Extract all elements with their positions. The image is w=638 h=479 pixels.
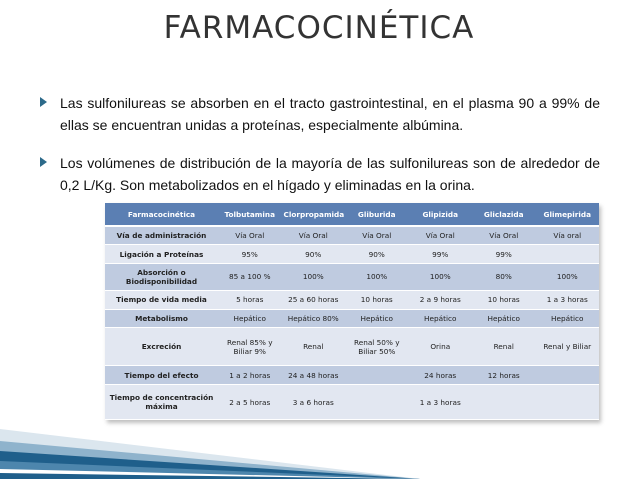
table-cell: Renal	[472, 328, 536, 366]
table-cell: 80%	[472, 264, 536, 290]
table-cell: 100%	[409, 264, 473, 290]
column-header: Gliclazida	[472, 203, 536, 226]
table-cell: 100%	[282, 264, 346, 290]
table-cell: 24 horas	[409, 365, 473, 384]
table-cell: Hepático	[536, 309, 600, 327]
row-header: Tiempo del efecto	[105, 365, 218, 384]
table-cell: 2 a 5 horas	[218, 385, 282, 420]
column-header: Glimepirida	[536, 203, 600, 226]
table-cell: 1 a 2 horas	[218, 365, 282, 384]
table-row	[105, 226, 599, 244]
table-cell	[536, 365, 600, 384]
table-cell: 24 a 48 horas	[282, 365, 346, 384]
table-cell: Vía Oral	[409, 226, 473, 244]
table-row	[105, 244, 599, 263]
table-header-row	[105, 203, 599, 226]
table-cell: 1 a 3 horas	[409, 385, 473, 420]
bullet-arrow-icon	[40, 97, 47, 107]
table-cell: 3 a 6 horas	[282, 385, 346, 420]
column-header: Farmacocinética	[105, 203, 218, 226]
table-cell: Hepático	[409, 309, 473, 327]
bullet-text: Las sulfonilureas se absorben en el tracto gastrointestinal, en el plasma 90 a 99% de ellas se encuentran unidas a proteínas, especialmente albúmina.	[60, 95, 600, 133]
table-cell: Vía Oral	[282, 226, 346, 244]
table-cell: Vía Oral	[345, 226, 409, 244]
table-cell: Orina	[409, 328, 473, 366]
table-cell: 5 horas	[218, 290, 282, 309]
row-header: Tiempo de vida media	[105, 290, 218, 309]
table-cell: Vía oral	[536, 226, 600, 244]
column-header: Gliburida	[345, 203, 409, 226]
table-cell: Renal	[282, 328, 346, 366]
table-cell: Renal 85% y Biliar 9%	[218, 328, 282, 366]
table-cell: 85 a 100 %	[218, 264, 282, 290]
table-cell: Vía Oral	[218, 226, 282, 244]
table-row	[105, 365, 599, 384]
table-row	[105, 290, 599, 309]
table-cell: Hepático	[472, 309, 536, 327]
table-cell: 90%	[282, 244, 346, 263]
table-cell: 10 horas	[472, 290, 536, 309]
table-cell	[536, 244, 600, 263]
bullet-item	[40, 92, 600, 136]
row-header: Vía de administración	[105, 226, 218, 244]
table-cell: 12 horas	[472, 365, 536, 384]
pharmacokinetics-table	[105, 203, 599, 420]
bullet-text: Los volúmenes de distribución de la mayoría de las sulfonilureas son de alrededor de 0,2 L/Kg. Son metabolizados en el hígado y eliminadas en la orina.	[60, 155, 600, 193]
table-cell	[472, 385, 536, 420]
table-cell: Hepático	[345, 309, 409, 327]
row-header: Excreción	[105, 328, 218, 366]
row-header: Absorción o Biodisponibilidad	[105, 264, 218, 290]
table-row	[105, 328, 599, 366]
column-header: Glipizida	[409, 203, 473, 226]
table-cell: 10 horas	[345, 290, 409, 309]
column-header: Tolbutamina	[218, 203, 282, 226]
table-cell: Hepático 80%	[282, 309, 346, 327]
bullet-item	[40, 152, 600, 196]
table-cell: 99%	[472, 244, 536, 263]
table-row	[105, 309, 599, 327]
table-cell: Vía Oral	[472, 226, 536, 244]
row-header: Tiempo de concentración máxima	[105, 385, 218, 420]
table-cell: 2 a 9 horas	[409, 290, 473, 309]
table-cell: Renal y Biliar	[536, 328, 600, 366]
table-cell	[345, 365, 409, 384]
table-cell: 100%	[536, 264, 600, 290]
slide-title: FARMACOCINÉTICA	[163, 10, 475, 46]
table-cell: Renal 50% y Biliar 50%	[345, 328, 409, 366]
row-header: Ligación a Proteínas	[105, 244, 218, 263]
decorative-stripes	[0, 389, 420, 479]
table-cell: 90%	[345, 244, 409, 263]
table-cell: 99%	[409, 244, 473, 263]
table-cell: 25 a 60 horas	[282, 290, 346, 309]
table-cell: 1 a 3 horas	[536, 290, 600, 309]
column-header: Clorpropamida	[282, 203, 346, 226]
table-cell: 95%	[218, 244, 282, 263]
table-row	[105, 264, 599, 290]
table-cell: Hepático	[218, 309, 282, 327]
row-header: Metabolismo	[105, 309, 218, 327]
bullet-arrow-icon	[40, 157, 47, 167]
table-cell: 100%	[345, 264, 409, 290]
table-cell	[536, 385, 600, 420]
